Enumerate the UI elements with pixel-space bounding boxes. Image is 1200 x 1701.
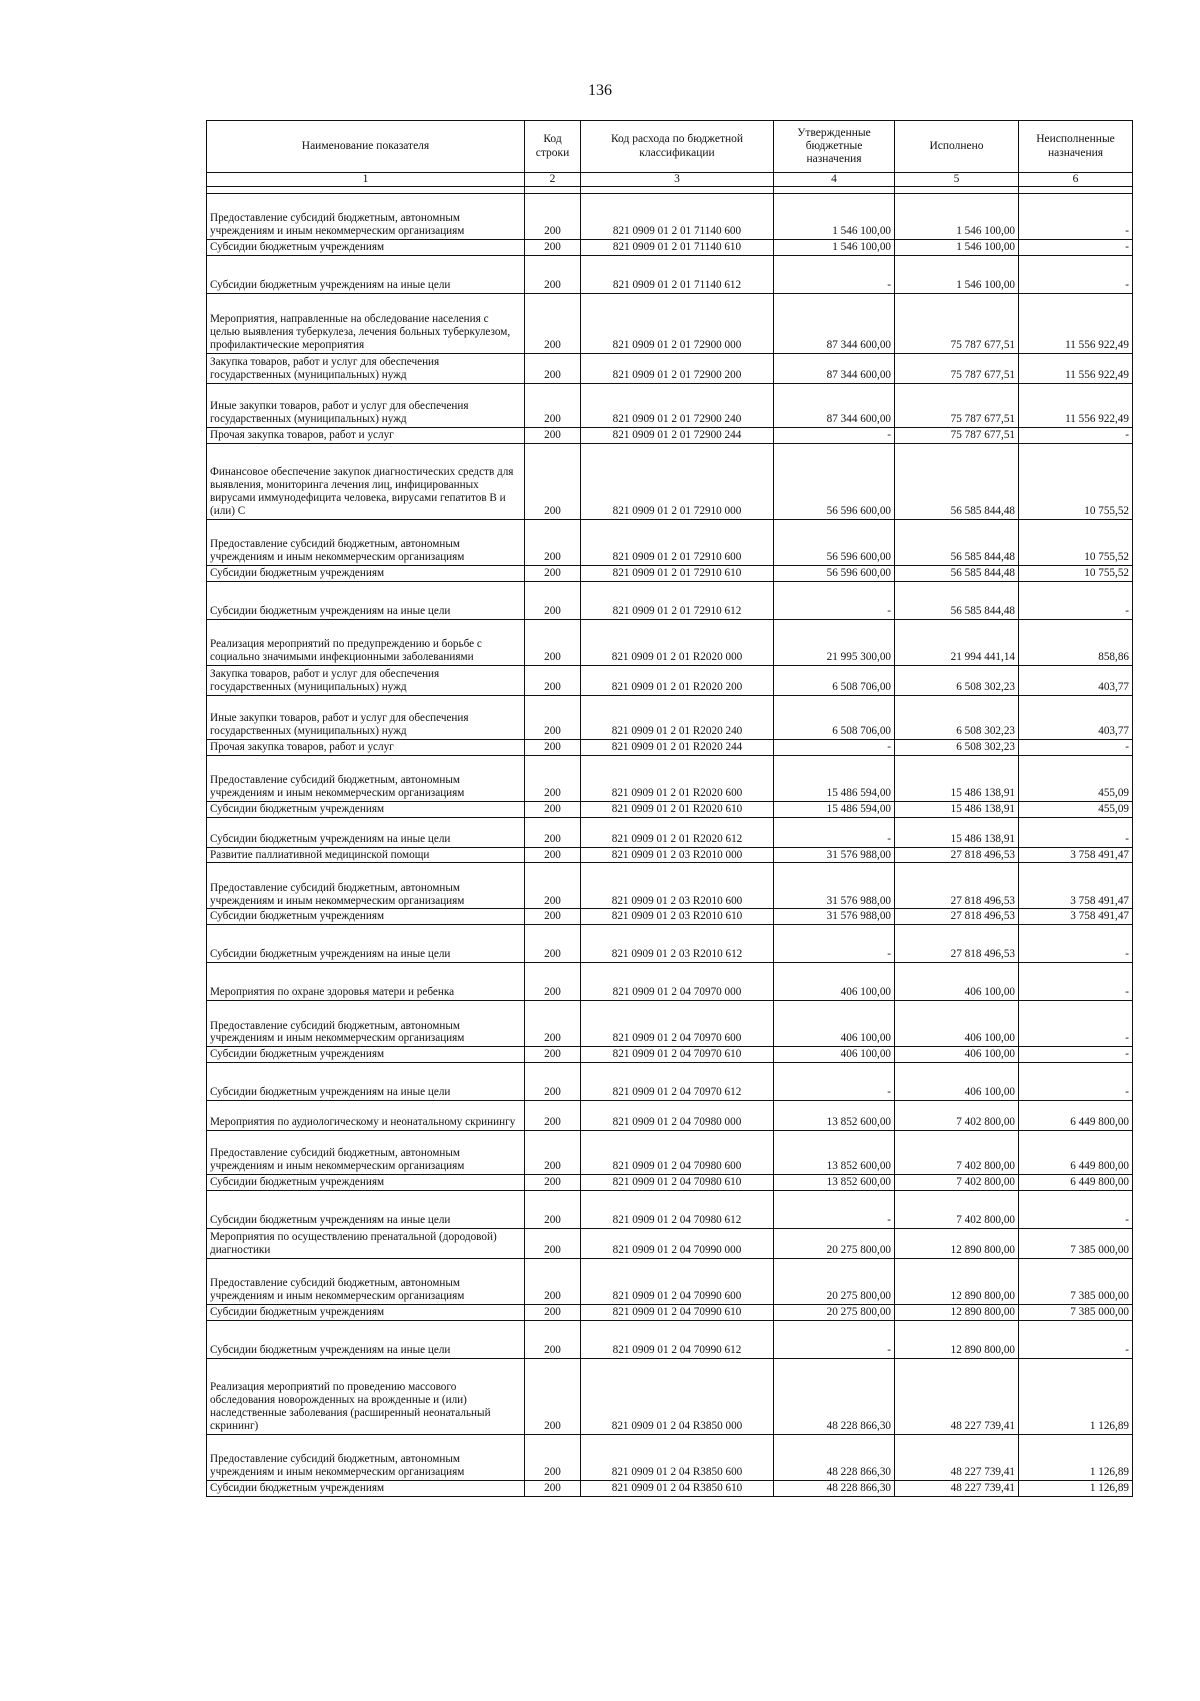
row-unexecuted-amount: 858,86: [1019, 619, 1133, 665]
row-executed-amount: 75 787 677,51: [895, 384, 1019, 428]
row-line-code: 200: [525, 1101, 581, 1131]
row-executed-amount: 12 890 800,00: [895, 1229, 1019, 1259]
row-executed-amount: 27 818 496,53: [895, 909, 1019, 925]
row-unexecuted-amount: 7 385 000,00: [1019, 1229, 1133, 1259]
row-executed-amount: 56 585 844,48: [895, 443, 1019, 519]
column-number: 5: [895, 173, 1019, 187]
row-budget-classification: 821 0909 01 2 04 70980 610: [581, 1175, 774, 1191]
row-budget-classification: 821 0909 01 2 01 71140 600: [581, 194, 774, 240]
row-name: Прочая закупка товаров, работ и услуг: [207, 739, 525, 755]
row-name: Субсидии бюджетным учреждениям на иные цели: [207, 256, 525, 294]
row-line-code: 200: [525, 1434, 581, 1480]
row-budget-classification: 821 0909 01 2 04 70980 600: [581, 1131, 774, 1175]
table-row: [207, 1175, 1133, 1191]
row-approved-amount: 48 228 866,30: [774, 1358, 895, 1434]
row-line-code: 200: [525, 1047, 581, 1063]
row-executed-amount: 56 585 844,48: [895, 581, 1019, 619]
row-approved-amount: 31 576 988,00: [774, 847, 895, 863]
row-unexecuted-amount: 455,09: [1019, 801, 1133, 817]
row-line-code: 200: [525, 755, 581, 801]
header-line-code: Код строки: [525, 121, 581, 173]
row-unexecuted-amount: -: [1019, 1001, 1133, 1047]
row-approved-amount: 13 852 600,00: [774, 1175, 895, 1191]
row-name: Закупка товаров, работ и услуг для обеспечения государственных (муниципальных) нужд: [207, 665, 525, 695]
row-executed-amount: 7 402 800,00: [895, 1131, 1019, 1175]
row-approved-amount: 56 596 600,00: [774, 565, 895, 581]
row-line-code: 200: [525, 384, 581, 428]
table-row: [207, 801, 1133, 817]
row-line-code: 200: [525, 354, 581, 384]
row-name: Предоставление субсидий бюджетным, автономным учреждениям и иным некоммерческим организациям: [207, 519, 525, 565]
row-name: Иные закупки товаров, работ и услуг для обеспечения государственных (муниципальных) нужд: [207, 384, 525, 428]
row-line-code: 200: [525, 1320, 581, 1358]
table-row: [207, 256, 1133, 294]
row-name: Реализация мероприятий по проведению массового обследования новорожденных на врожденные и (или) наследственные заболевания (расширенный неонатальный скрининг): [207, 1358, 525, 1434]
row-approved-amount: -: [774, 1063, 895, 1101]
row-line-code: 200: [525, 963, 581, 1001]
row-budget-classification: 821 0909 01 2 01 71140 610: [581, 240, 774, 256]
row-budget-classification: 821 0909 01 2 04 70990 600: [581, 1259, 774, 1305]
row-unexecuted-amount: 11 556 922,49: [1019, 384, 1133, 428]
row-budget-classification: 821 0909 01 2 04 70970 612: [581, 1063, 774, 1101]
row-line-code: 200: [525, 1001, 581, 1047]
row-executed-amount: 6 508 302,23: [895, 665, 1019, 695]
row-line-code: 200: [525, 1259, 581, 1305]
row-name: Предоставление субсидий бюджетным, автономным учреждениям и иным некоммерческим организациям: [207, 1434, 525, 1480]
row-line-code: 200: [525, 256, 581, 294]
row-budget-classification: 821 0909 01 2 03 R2010 600: [581, 863, 774, 909]
row-approved-amount: -: [774, 256, 895, 294]
row-unexecuted-amount: -: [1019, 925, 1133, 963]
row-name: Закупка товаров, работ и услуг для обеспечения государственных (муниципальных) нужд: [207, 354, 525, 384]
row-approved-amount: 406 100,00: [774, 963, 895, 1001]
row-budget-classification: 821 0909 01 2 01 R2020 610: [581, 801, 774, 817]
table-row: [207, 1229, 1133, 1259]
row-unexecuted-amount: 403,77: [1019, 665, 1133, 695]
row-name: Мероприятия по аудиологическому и неонатальному скринингу: [207, 1101, 525, 1131]
table-row: [207, 619, 1133, 665]
row-unexecuted-amount: -: [1019, 1191, 1133, 1229]
row-name: Развитие паллиативной медицинской помощи: [207, 847, 525, 863]
row-line-code: 200: [525, 695, 581, 739]
row-unexecuted-amount: 3 758 491,47: [1019, 863, 1133, 909]
row-approved-amount: 87 344 600,00: [774, 294, 895, 354]
row-line-code: 200: [525, 194, 581, 240]
table-row: [207, 1305, 1133, 1321]
row-approved-amount: 406 100,00: [774, 1001, 895, 1047]
row-unexecuted-amount: 7 385 000,00: [1019, 1259, 1133, 1305]
row-approved-amount: 87 344 600,00: [774, 354, 895, 384]
table-row: [207, 384, 1133, 428]
row-line-code: 200: [525, 294, 581, 354]
table-row: [207, 739, 1133, 755]
row-line-code: 200: [525, 665, 581, 695]
row-executed-amount: 48 227 739,41: [895, 1358, 1019, 1434]
row-name: Субсидии бюджетным учреждениям: [207, 240, 525, 256]
row-budget-classification: 821 0909 01 2 01 72900 200: [581, 354, 774, 384]
column-number: 1: [207, 173, 525, 187]
row-line-code: 200: [525, 863, 581, 909]
table-row: [207, 1358, 1133, 1434]
row-executed-amount: 75 787 677,51: [895, 354, 1019, 384]
row-approved-amount: -: [774, 1320, 895, 1358]
row-executed-amount: 12 890 800,00: [895, 1305, 1019, 1321]
row-unexecuted-amount: 6 449 800,00: [1019, 1131, 1133, 1175]
row-executed-amount: 15 486 138,91: [895, 817, 1019, 847]
row-approved-amount: 1 546 100,00: [774, 194, 895, 240]
row-approved-amount: 6 508 706,00: [774, 695, 895, 739]
row-budget-classification: 821 0909 01 2 01 R2020 612: [581, 817, 774, 847]
table-row: [207, 294, 1133, 354]
row-approved-amount: 13 852 600,00: [774, 1131, 895, 1175]
row-approved-amount: 20 275 800,00: [774, 1259, 895, 1305]
row-executed-amount: 7 402 800,00: [895, 1191, 1019, 1229]
row-approved-amount: -: [774, 1191, 895, 1229]
row-executed-amount: 406 100,00: [895, 1001, 1019, 1047]
row-budget-classification: 821 0909 01 2 01 R2020 240: [581, 695, 774, 739]
table-row: [207, 665, 1133, 695]
table-row: [207, 1063, 1133, 1101]
row-executed-amount: 56 585 844,48: [895, 519, 1019, 565]
table-row: [207, 1259, 1133, 1305]
row-approved-amount: -: [774, 428, 895, 444]
row-executed-amount: 406 100,00: [895, 963, 1019, 1001]
row-executed-amount: 21 994 441,14: [895, 619, 1019, 665]
row-budget-classification: 821 0909 01 2 01 R2020 000: [581, 619, 774, 665]
row-unexecuted-amount: -: [1019, 581, 1133, 619]
row-unexecuted-amount: 1 126,89: [1019, 1434, 1133, 1480]
table-row: [207, 1480, 1133, 1496]
row-approved-amount: 20 275 800,00: [774, 1229, 895, 1259]
row-name: Прочая закупка товаров, работ и услуг: [207, 428, 525, 444]
row-approved-amount: 406 100,00: [774, 1047, 895, 1063]
row-unexecuted-amount: -: [1019, 739, 1133, 755]
row-unexecuted-amount: -: [1019, 256, 1133, 294]
row-line-code: 200: [525, 847, 581, 863]
row-executed-amount: 27 818 496,53: [895, 863, 1019, 909]
row-executed-amount: 75 787 677,51: [895, 294, 1019, 354]
row-budget-classification: 821 0909 01 2 04 70980 000: [581, 1101, 774, 1131]
row-budget-classification: 821 0909 01 2 01 72910 600: [581, 519, 774, 565]
row-approved-amount: 56 596 600,00: [774, 443, 895, 519]
row-approved-amount: 15 486 594,00: [774, 801, 895, 817]
row-name: Субсидии бюджетным учреждениям: [207, 1047, 525, 1063]
row-budget-classification: 821 0909 01 2 04 70990 000: [581, 1229, 774, 1259]
table-row: [207, 581, 1133, 619]
row-name: Субсидии бюджетным учреждениям: [207, 1175, 525, 1191]
row-budget-classification: 821 0909 01 2 04 70980 612: [581, 1191, 774, 1229]
row-budget-classification: 821 0909 01 2 04 R3850 000: [581, 1358, 774, 1434]
row-unexecuted-amount: 7 385 000,00: [1019, 1305, 1133, 1321]
row-budget-classification: 821 0909 01 2 04 R3850 600: [581, 1434, 774, 1480]
header-indicator-name: Наименование показателя: [207, 121, 525, 173]
row-executed-amount: 7 402 800,00: [895, 1175, 1019, 1191]
row-name: Субсидии бюджетным учреждениям: [207, 1480, 525, 1496]
table-row: [207, 695, 1133, 739]
row-unexecuted-amount: 6 449 800,00: [1019, 1101, 1133, 1131]
table-row: [207, 1047, 1133, 1063]
column-number-row: [207, 173, 1133, 187]
row-line-code: 200: [525, 519, 581, 565]
row-unexecuted-amount: 3 758 491,47: [1019, 909, 1133, 925]
table-row: [207, 847, 1133, 863]
table-row: [207, 194, 1133, 240]
row-unexecuted-amount: 11 556 922,49: [1019, 354, 1133, 384]
row-line-code: 200: [525, 1480, 581, 1496]
row-unexecuted-amount: 10 755,52: [1019, 443, 1133, 519]
row-executed-amount: 1 546 100,00: [895, 194, 1019, 240]
row-line-code: 200: [525, 1063, 581, 1101]
row-approved-amount: 13 852 600,00: [774, 1101, 895, 1131]
row-executed-amount: 406 100,00: [895, 1063, 1019, 1101]
header-row: [207, 121, 1133, 173]
table-row: [207, 354, 1133, 384]
row-budget-classification: 821 0909 01 2 04 R3850 610: [581, 1480, 774, 1496]
row-executed-amount: 48 227 739,41: [895, 1480, 1019, 1496]
row-executed-amount: 6 508 302,23: [895, 695, 1019, 739]
row-line-code: 200: [525, 581, 581, 619]
row-unexecuted-amount: -: [1019, 1063, 1133, 1101]
row-budget-classification: 821 0909 01 2 01 72910 000: [581, 443, 774, 519]
row-approved-amount: 31 576 988,00: [774, 909, 895, 925]
row-name: Мероприятия по осуществлению пренатальной (дородовой) диагностики: [207, 1229, 525, 1259]
row-line-code: 200: [525, 739, 581, 755]
row-name: Субсидии бюджетным учреждениям на иные цели: [207, 581, 525, 619]
row-name: Субсидии бюджетным учреждениям: [207, 801, 525, 817]
row-line-code: 200: [525, 1229, 581, 1259]
row-unexecuted-amount: 3 758 491,47: [1019, 847, 1133, 863]
row-executed-amount: 56 585 844,48: [895, 565, 1019, 581]
row-line-code: 200: [525, 619, 581, 665]
row-name: Мероприятия, направленные на обследование населения с целью выявления туберкулеза, лечения больных туберкулезом, профилактические мероприятия: [207, 294, 525, 354]
row-executed-amount: 12 890 800,00: [895, 1259, 1019, 1305]
row-unexecuted-amount: 10 755,52: [1019, 565, 1133, 581]
row-line-code: 200: [525, 909, 581, 925]
budget-execution-table: [206, 120, 1133, 1497]
row-name: Предоставление субсидий бюджетным, автономным учреждениям и иным некоммерческим организациям: [207, 1001, 525, 1047]
row-name: Предоставление субсидий бюджетным, автономным учреждениям и иным некоммерческим организациям: [207, 863, 525, 909]
row-name: Субсидии бюджетным учреждениям на иные цели: [207, 1320, 525, 1358]
row-unexecuted-amount: -: [1019, 1047, 1133, 1063]
row-approved-amount: -: [774, 581, 895, 619]
row-name: Субсидии бюджетным учреждениям на иные цели: [207, 1191, 525, 1229]
column-number: 6: [1019, 173, 1133, 187]
table-body: [207, 194, 1133, 1497]
row-approved-amount: 56 596 600,00: [774, 519, 895, 565]
table-row: [207, 863, 1133, 909]
row-name: Предоставление субсидий бюджетным, автономным учреждениям и иным некоммерческим организациям: [207, 755, 525, 801]
row-approved-amount: 48 228 866,30: [774, 1480, 895, 1496]
table-row: [207, 1320, 1133, 1358]
table-row: [207, 443, 1133, 519]
table-row: [207, 1131, 1133, 1175]
row-budget-classification: 821 0909 01 2 03 R2010 000: [581, 847, 774, 863]
header-unexecuted: Неисполненные назначения: [1019, 121, 1133, 173]
row-name: Субсидии бюджетным учреждениям на иные цели: [207, 925, 525, 963]
row-approved-amount: 15 486 594,00: [774, 755, 895, 801]
header-budget-classification: Код расхода по бюджетной классификации: [581, 121, 774, 173]
row-unexecuted-amount: -: [1019, 194, 1133, 240]
row-line-code: 200: [525, 1175, 581, 1191]
row-approved-amount: 87 344 600,00: [774, 384, 895, 428]
row-executed-amount: 6 508 302,23: [895, 739, 1019, 755]
row-line-code: 200: [525, 925, 581, 963]
row-name: Предоставление субсидий бюджетным, автономным учреждениям и иным некоммерческим организациям: [207, 1131, 525, 1175]
table-row: [207, 755, 1133, 801]
row-executed-amount: 27 818 496,53: [895, 925, 1019, 963]
header-executed: Исполнено: [895, 121, 1019, 173]
row-unexecuted-amount: 455,09: [1019, 755, 1133, 801]
row-budget-classification: 821 0909 01 2 04 70990 612: [581, 1320, 774, 1358]
table-row: [207, 240, 1133, 256]
header-approved: Утвержденные бюджетные назначения: [774, 121, 895, 173]
row-name: Субсидии бюджетным учреждениям: [207, 565, 525, 581]
row-budget-classification: 821 0909 01 2 01 72900 244: [581, 428, 774, 444]
row-executed-amount: 12 890 800,00: [895, 1320, 1019, 1358]
table-row: [207, 519, 1133, 565]
column-number: 4: [774, 173, 895, 187]
table-row: [207, 1191, 1133, 1229]
row-unexecuted-amount: 6 449 800,00: [1019, 1175, 1133, 1191]
row-line-code: 200: [525, 428, 581, 444]
row-budget-classification: 821 0909 01 2 04 70970 600: [581, 1001, 774, 1047]
row-unexecuted-amount: -: [1019, 428, 1133, 444]
row-budget-classification: 821 0909 01 2 01 72900 000: [581, 294, 774, 354]
row-budget-classification: 821 0909 01 2 04 70990 610: [581, 1305, 774, 1321]
row-line-code: 200: [525, 443, 581, 519]
table-row: [207, 909, 1133, 925]
column-number: 3: [581, 173, 774, 187]
row-line-code: 200: [525, 1191, 581, 1229]
row-unexecuted-amount: 403,77: [1019, 695, 1133, 739]
row-executed-amount: 406 100,00: [895, 1047, 1019, 1063]
row-name: Субсидии бюджетным учреждениям: [207, 1305, 525, 1321]
row-executed-amount: 15 486 138,91: [895, 801, 1019, 817]
row-approved-amount: 20 275 800,00: [774, 1305, 895, 1321]
row-executed-amount: 27 818 496,53: [895, 847, 1019, 863]
row-unexecuted-amount: -: [1019, 1320, 1133, 1358]
row-budget-classification: 821 0909 01 2 01 72910 612: [581, 581, 774, 619]
row-budget-classification: 821 0909 01 2 03 R2010 612: [581, 925, 774, 963]
row-budget-classification: 821 0909 01 2 01 71140 612: [581, 256, 774, 294]
row-name: Иные закупки товаров, работ и услуг для обеспечения государственных (муниципальных) нужд: [207, 695, 525, 739]
spacer-row: [207, 187, 1133, 194]
row-unexecuted-amount: 11 556 922,49: [1019, 294, 1133, 354]
row-line-code: 200: [525, 240, 581, 256]
table-row: [207, 1001, 1133, 1047]
row-name: Реализация мероприятий по предупреждению и борьбе с социально значимыми инфекционными заболеваниями: [207, 619, 525, 665]
row-unexecuted-amount: 1 126,89: [1019, 1358, 1133, 1434]
row-executed-amount: 15 486 138,91: [895, 755, 1019, 801]
row-executed-amount: 1 546 100,00: [895, 240, 1019, 256]
row-budget-classification: 821 0909 01 2 01 72910 610: [581, 565, 774, 581]
table-row: [207, 565, 1133, 581]
row-budget-classification: 821 0909 01 2 04 70970 000: [581, 963, 774, 1001]
row-name: Предоставление субсидий бюджетным, автономным учреждениям и иным некоммерческим организациям: [207, 1259, 525, 1305]
row-executed-amount: 1 546 100,00: [895, 256, 1019, 294]
row-unexecuted-amount: -: [1019, 963, 1133, 1001]
row-line-code: 200: [525, 801, 581, 817]
row-name: Субсидии бюджетным учреждениям на иные цели: [207, 817, 525, 847]
row-unexecuted-amount: 10 755,52: [1019, 519, 1133, 565]
row-unexecuted-amount: -: [1019, 817, 1133, 847]
column-number: 2: [525, 173, 581, 187]
row-executed-amount: 7 402 800,00: [895, 1101, 1019, 1131]
row-line-code: 200: [525, 1131, 581, 1175]
row-name: Предоставление субсидий бюджетным, автономным учреждениям и иным некоммерческим организациям: [207, 194, 525, 240]
row-approved-amount: 6 508 706,00: [774, 665, 895, 695]
table-row: [207, 963, 1133, 1001]
row-line-code: 200: [525, 817, 581, 847]
row-approved-amount: 31 576 988,00: [774, 863, 895, 909]
row-budget-classification: 821 0909 01 2 04 70970 610: [581, 1047, 774, 1063]
row-budget-classification: 821 0909 01 2 03 R2010 610: [581, 909, 774, 925]
table-row: [207, 1434, 1133, 1480]
row-approved-amount: 1 546 100,00: [774, 240, 895, 256]
table-row: [207, 428, 1133, 444]
row-approved-amount: 48 228 866,30: [774, 1434, 895, 1480]
row-budget-classification: 821 0909 01 2 01 R2020 244: [581, 739, 774, 755]
row-executed-amount: 75 787 677,51: [895, 428, 1019, 444]
row-approved-amount: -: [774, 817, 895, 847]
row-budget-classification: 821 0909 01 2 01 72900 240: [581, 384, 774, 428]
row-line-code: 200: [525, 1358, 581, 1434]
row-line-code: 200: [525, 1305, 581, 1321]
row-name: Мероприятия по охране здоровья матери и ребенка: [207, 963, 525, 1001]
row-approved-amount: -: [774, 925, 895, 963]
row-name: Субсидии бюджетным учреждениям: [207, 909, 525, 925]
row-name: Финансовое обеспечение закупок диагностических средств для выявления, мониторинга лечения лиц, инфицированных вирусами иммунодефицита человека, вирусами гепатитов В и (или) С: [207, 443, 525, 519]
row-line-code: 200: [525, 565, 581, 581]
table-row: [207, 1101, 1133, 1131]
row-budget-classification: 821 0909 01 2 01 R2020 200: [581, 665, 774, 695]
row-executed-amount: 48 227 739,41: [895, 1434, 1019, 1480]
row-unexecuted-amount: 1 126,89: [1019, 1480, 1133, 1496]
table-row: [207, 925, 1133, 963]
row-budget-classification: 821 0909 01 2 01 R2020 600: [581, 755, 774, 801]
row-approved-amount: -: [774, 739, 895, 755]
page-number: 136: [588, 82, 612, 99]
row-unexecuted-amount: -: [1019, 240, 1133, 256]
table-row: [207, 817, 1133, 847]
row-name: Субсидии бюджетным учреждениям на иные цели: [207, 1063, 525, 1101]
row-approved-amount: 21 995 300,00: [774, 619, 895, 665]
